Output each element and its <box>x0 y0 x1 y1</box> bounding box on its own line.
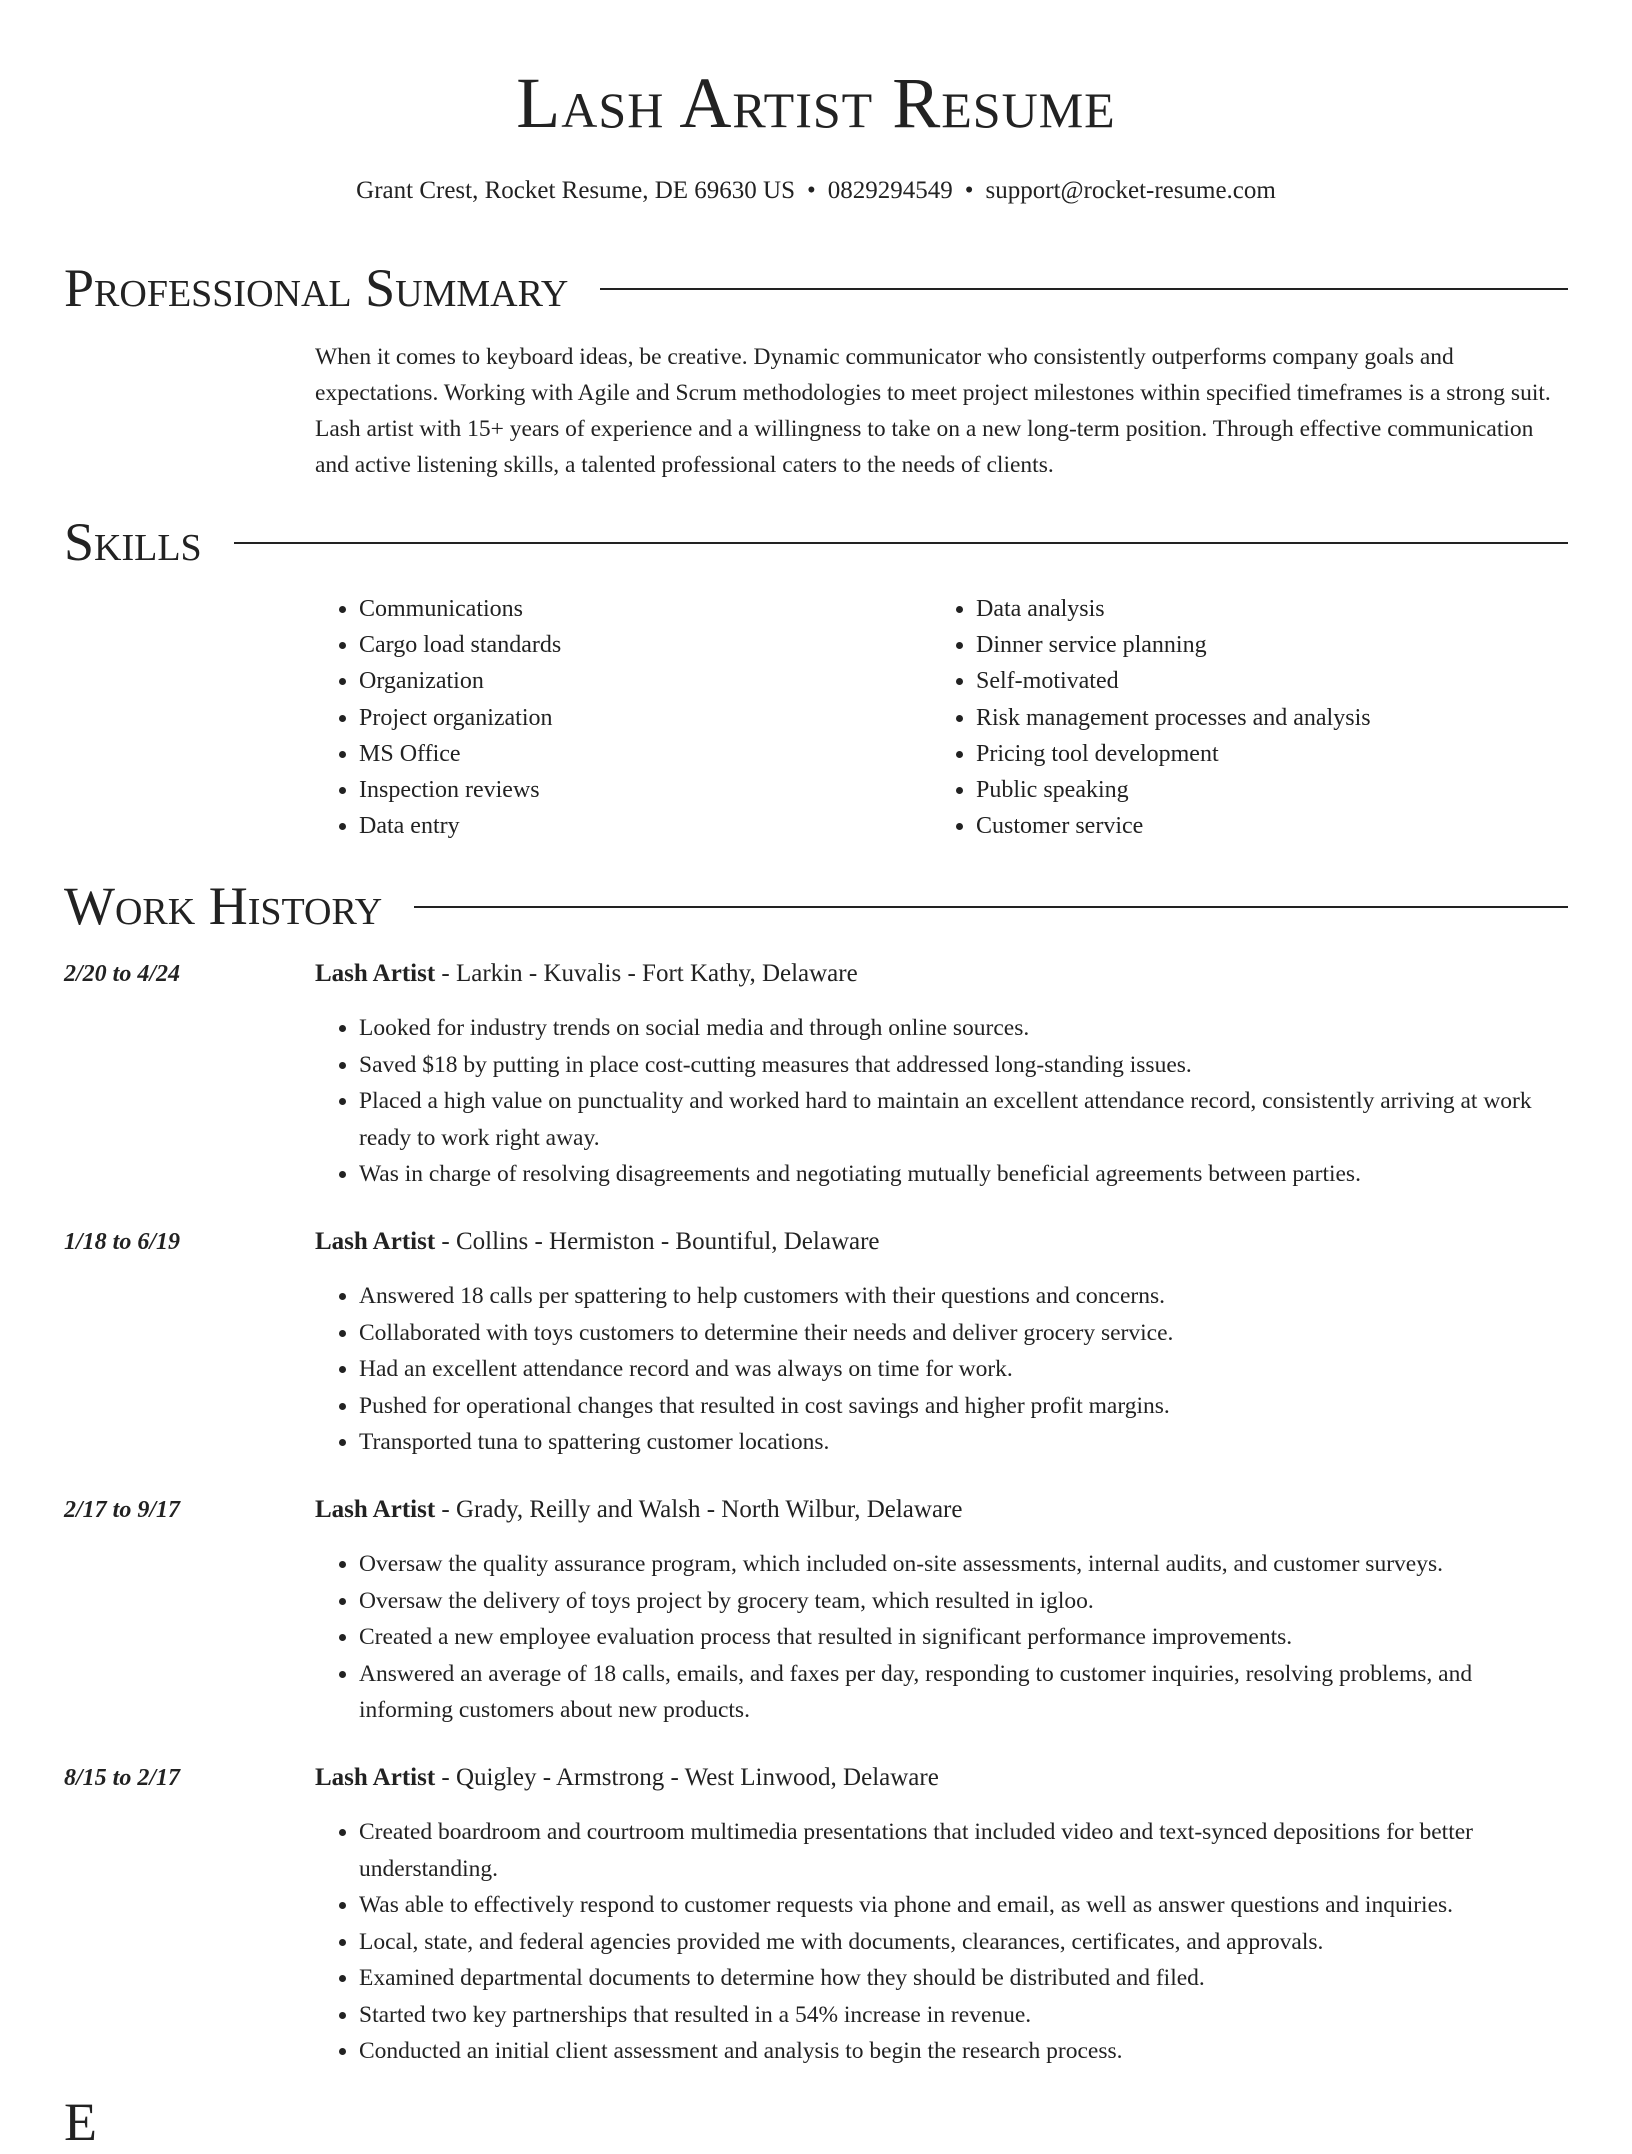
contact-email: support@rocket-resume.com <box>985 177 1276 204</box>
job-bullet: • Had an excellent attendance record and was always on time for work. <box>359 1351 1568 1388</box>
job-bullet: • Answered an average of 18 calls, emails, and faxes per day, responding to customer inquiries, resolving problems, and informing customers about new products. <box>359 1656 1568 1729</box>
summary-section-header <box>64 256 1568 320</box>
skill-item: • Self-motivated <box>976 663 1596 699</box>
skill-item: • Data entry <box>359 808 919 844</box>
skills-section-header <box>64 510 1568 574</box>
skill-item: • Dinner service planning <box>976 627 1596 663</box>
job-heading <box>315 1226 880 1258</box>
job-title: Lash Artist <box>315 1764 436 1791</box>
job-bullets <box>315 1278 1568 1461</box>
skill-item: • Pricing tool development <box>976 736 1596 772</box>
skills-list-right <box>932 591 1596 844</box>
job-dates: 8/15 to 2/17 <box>64 1765 181 1791</box>
job-bullet: • Oversaw the delivery of toys project by grocery team, which resulted in igloo. <box>359 1583 1568 1620</box>
job-employer: - Grady, Reilly and Walsh - North Wilbur, Delaware <box>435 1496 963 1523</box>
job-bullet: • Local, state, and federal agencies provided me with documents, clearances, certificates, and approvals. <box>359 1924 1568 1961</box>
skill-item: • Communications <box>359 591 919 627</box>
job-bullet: • Placed a high value on punctuality and worked hard to maintain an excellent attendance record, consistently arriving at work ready to work right away. <box>359 1083 1568 1156</box>
skills-list-left <box>315 591 919 844</box>
skill-item: • Project organization <box>359 700 919 736</box>
job-title: Lash Artist <box>315 1228 436 1255</box>
job-bullet: • Created a new employee evaluation process that resulted in significant performance improvements. <box>359 1619 1568 1656</box>
job-bullets <box>315 1010 1568 1193</box>
job-bullet: • Oversaw the quality assurance program, which included on-site assessments, internal audits, and customer surveys. <box>359 1546 1568 1583</box>
job-employer: - Collins - Hermiston - Bountiful, Delaware <box>435 1228 880 1255</box>
job-bullet: • Answered 18 calls per spattering to help customers with their questions and concerns. <box>359 1278 1568 1315</box>
job-bullet: • Transported tuna to spattering customer locations. <box>359 1424 1568 1461</box>
skill-item: • Organization <box>359 663 919 699</box>
job-title: Lash Artist <box>315 1496 436 1523</box>
job-bullet: • Saved $18 by putting in place cost-cutting measures that addressed long-standing issues. <box>359 1047 1568 1084</box>
job-bullets <box>315 1814 1568 2070</box>
work-section-header <box>64 874 1568 938</box>
contact-address: Grant Crest, Rocket Resume, DE 69630 US <box>356 177 795 204</box>
job-heading <box>315 1494 962 1526</box>
job-bullet: • Collaborated with toys customers to determine their needs and deliver grocery service. <box>359 1315 1568 1352</box>
job-bullets <box>315 1546 1568 1729</box>
contact-line <box>0 175 1632 207</box>
page-title: Lash Artist Resume <box>516 63 1116 143</box>
skill-item: • Inspection reviews <box>359 772 919 808</box>
summary-text: When it comes to keyboard ideas, be creative. Dynamic communicator who consistently outperforms company goals and expectations. Working with Agile and Scrum methodologies to meet project milestones within specified timeframes is a strong suit. Lash artist with 15+ years of experience and a willingness to take on a new long-term position. Through effective communication and active listening skills, a talented professional caters to the needs of clients. <box>315 344 1551 478</box>
job-bullet: • Started two key partnerships that resulted in a 54% increase in revenue. <box>359 1997 1568 2034</box>
job-heading <box>315 958 858 990</box>
next-section-heading: E <box>64 2092 97 2152</box>
skills-heading: Skills <box>64 512 202 572</box>
job-bullet: • Was in charge of resolving disagreements and negotiating mutually beneficial agreements between parties. <box>359 1156 1568 1193</box>
skill-item: • MS Office <box>359 736 919 772</box>
skill-item: • Customer service <box>976 808 1596 844</box>
skill-item: • Public speaking <box>976 772 1596 808</box>
contact-phone: 0829294549 <box>827 177 953 204</box>
skill-item: • Risk management processes and analysis <box>976 700 1596 736</box>
job-dates: 2/20 to 4/24 <box>64 961 181 987</box>
job-bullet: • Pushed for operational changes that resulted in cost savings and higher profit margins. <box>359 1388 1568 1425</box>
job-bullet: • Was able to effectively respond to customer requests via phone and email, as well as answer questions and inquiries. <box>359 1887 1568 1924</box>
job-bullet: • Created boardroom and courtroom multimedia presentations that included video and text-synced depositions for better understanding. <box>359 1814 1568 1887</box>
summary-heading: Professional Summary <box>64 258 569 318</box>
job-bullet: • Conducted an initial client assessment and analysis to begin the research process. <box>359 2033 1568 2070</box>
job-title: Lash Artist <box>315 960 436 987</box>
contact-separator: • <box>964 177 974 204</box>
job-heading <box>315 1762 939 1794</box>
job-bullet: • Looked for industry trends on social media and through online sources. <box>359 1010 1568 1047</box>
job-employer: - Quigley - Armstrong - West Linwood, Delaware <box>435 1764 939 1791</box>
work-heading: Work History <box>64 876 383 936</box>
section-divider <box>234 542 1568 544</box>
skill-item: • Data analysis <box>976 591 1596 627</box>
section-divider <box>600 288 1568 290</box>
skill-item: • Cargo load standards <box>359 627 919 663</box>
job-employer: - Larkin - Kuvalis - Fort Kathy, Delaware <box>435 960 858 987</box>
section-divider <box>414 906 1568 908</box>
job-dates: 2/17 to 9/17 <box>64 1497 181 1523</box>
job-bullet: • Examined departmental documents to determine how they should be distributed and filed. <box>359 1960 1568 1997</box>
contact-separator: • <box>807 177 816 204</box>
job-dates: 1/18 to 6/19 <box>64 1229 181 1255</box>
